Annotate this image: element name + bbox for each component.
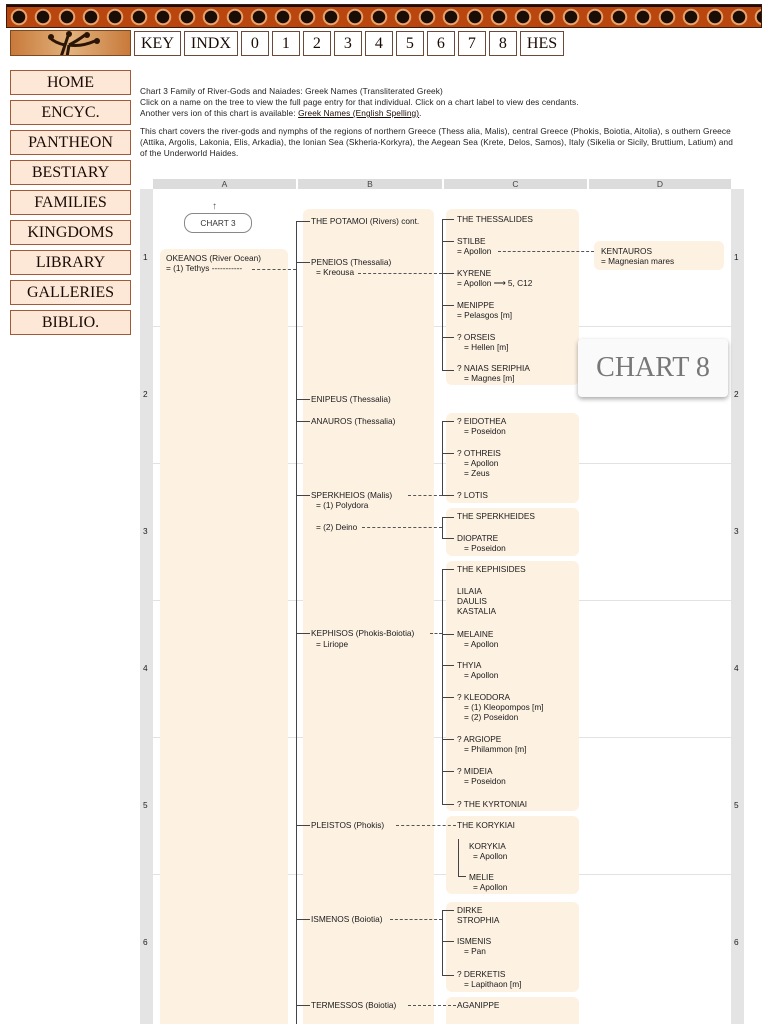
connector-line xyxy=(408,1005,456,1006)
connector-line xyxy=(296,262,310,263)
potamoi-heading: THE POTAMOI (Rivers) cont. xyxy=(311,216,420,226)
connector-line xyxy=(442,910,454,911)
bracket-line xyxy=(458,839,459,877)
okeanos-entry[interactable]: OKEANOS (River Ocean) xyxy=(166,253,261,263)
peneios-spouse: = Kreousa xyxy=(316,267,355,277)
bracket-line xyxy=(442,910,443,976)
row-label-4: 4 xyxy=(143,663,148,673)
eidothea-entry[interactable]: ? EIDOTHEA xyxy=(457,416,507,426)
connector-line xyxy=(442,941,454,942)
ismenis-spouse: = Pan xyxy=(464,946,486,956)
bracket-line xyxy=(442,569,443,805)
lilaia-entry[interactable]: LILAIA xyxy=(457,586,482,596)
othreis-spouse-2: = Zeus xyxy=(464,468,490,478)
kyrene-spouse: = Apollon ⟶ 5, C12 xyxy=(457,278,533,288)
panel-column-b xyxy=(303,209,434,1024)
intro-text xyxy=(140,86,740,159)
connector-line xyxy=(390,919,442,920)
kleodora-entry[interactable]: ? KLEODORA xyxy=(457,692,511,702)
peneios-entry[interactable]: PENEIOS (Thessalia) xyxy=(311,257,392,267)
sperkheios-spouse-1: = (1) Polydora xyxy=(316,500,369,510)
melaine-entry[interactable]: MELAINE xyxy=(457,629,494,639)
nav-chart-7-button[interactable]: 7 xyxy=(458,31,486,56)
stilbe-spouse: = Apollon xyxy=(457,246,492,256)
connector-line xyxy=(396,825,456,826)
argiope-spouse: = Philammon [m] xyxy=(464,744,527,754)
dirke-entry[interactable]: DIRKE xyxy=(457,905,483,915)
connector-line xyxy=(442,421,454,422)
menippe-entry[interactable]: MENIPPE xyxy=(457,300,495,310)
instructions-text: Click on a name on the tree to view the full page entry for that individual. Click on a chart label to view des cendants. xyxy=(140,97,579,107)
daulis-entry[interactable]: DAULIS xyxy=(457,596,487,606)
kastalia-entry[interactable]: KASTALIA xyxy=(457,606,497,616)
site-logo[interactable] xyxy=(10,30,131,56)
ismenis-entry[interactable]: ISMENIS xyxy=(457,936,492,946)
anauros-entry[interactable]: ANAUROS (Thessalia) xyxy=(311,416,396,426)
connector-line xyxy=(442,771,454,772)
connector-line xyxy=(458,876,466,877)
column-header-a: A xyxy=(153,179,296,189)
termessos-entry[interactable]: TERMESSOS (Boiotia) xyxy=(311,1000,397,1010)
connector-line xyxy=(362,527,442,528)
connector-line xyxy=(442,538,454,539)
connector-line xyxy=(442,337,454,338)
connector-line xyxy=(296,1005,310,1006)
connector-line xyxy=(442,453,454,454)
connector-line xyxy=(442,697,454,698)
thessalides-entry[interactable]: THE THESSALIDES xyxy=(457,214,533,224)
melie-spouse: = Apollon xyxy=(473,882,508,892)
alternate-version-text: Another vers ion of this chart is available: Greek Names (English Spelling). xyxy=(140,108,422,118)
connector-line xyxy=(442,804,454,805)
connector-line xyxy=(430,633,442,634)
enipeus-entry[interactable]: ENIPEUS (Thessalia) xyxy=(311,394,391,404)
row-label-1-right: 1 xyxy=(734,252,739,262)
connector-line xyxy=(358,273,442,274)
melaine-spouse: = Apollon xyxy=(464,639,499,649)
connector-line xyxy=(296,421,310,422)
panel-column-a xyxy=(160,249,288,1024)
connector-line xyxy=(408,495,442,496)
connector-line xyxy=(442,517,454,518)
ismenos-entry[interactable]: ISMENOS (Boiotia) xyxy=(311,914,383,924)
column-header-c: C xyxy=(444,179,587,189)
row-label-3-right: 3 xyxy=(734,526,739,536)
side-nav-families[interactable]: FAMILIES xyxy=(10,190,131,215)
connector-line xyxy=(296,919,310,920)
othreis-spouse-1: = Apollon xyxy=(464,458,499,468)
decorative-meander-band xyxy=(6,4,762,28)
nav-key-button[interactable]: KEY xyxy=(134,31,181,56)
connector-line xyxy=(296,399,310,400)
kyrene-entry[interactable]: KYRENE xyxy=(457,268,492,278)
korykia-spouse: = Apollon xyxy=(473,851,508,861)
kephisos-spouse: = Liriope xyxy=(316,639,349,649)
othreis-entry[interactable]: ? OTHREIS xyxy=(457,448,501,458)
korykiai-entry[interactable]: THE KORYKIAI xyxy=(457,820,515,830)
nav-chart-8-button[interactable]: 8 xyxy=(489,31,517,56)
connector-line xyxy=(252,269,296,270)
kyrtoniai-entry[interactable]: ? THE KYRTONIAI xyxy=(457,799,528,809)
row-label-5: 5 xyxy=(143,800,148,810)
nav-index-button[interactable]: INDX xyxy=(184,31,238,56)
bracket-line xyxy=(442,517,443,539)
connector-line xyxy=(442,305,454,306)
bracket-line xyxy=(442,421,443,496)
chart-title: Chart 3 Family of River-Gods and Naiades: Greek Names (Transliterated Greek) xyxy=(140,86,443,96)
row-label-2: 2 xyxy=(143,389,148,399)
sperkheios-entry[interactable]: SPERKHEIOS (Malis) xyxy=(311,490,393,500)
pleistos-entry[interactable]: PLEISTOS (Phokis) xyxy=(311,820,385,830)
row-label-2-right: 2 xyxy=(734,389,739,399)
korykia-entry[interactable]: KORYKIA xyxy=(469,841,506,851)
derketis-spouse: = Lapithaon [m] xyxy=(464,979,522,989)
okeanos-spouse: = (1) Tethys ----------- xyxy=(166,263,243,273)
row-label-1: 1 xyxy=(143,252,148,262)
chart-3-label[interactable]: CHART 3 xyxy=(184,213,252,233)
side-nav-kingdoms[interactable]: KINGDOMS xyxy=(10,220,131,245)
side-nav-home[interactable]: HOME xyxy=(10,70,131,95)
derketis-entry[interactable]: ? DERKETIS xyxy=(457,969,506,979)
row-header-strip-left xyxy=(140,189,153,1024)
diopatre-entry[interactable]: DIOPATRE xyxy=(457,533,499,543)
row-label-3: 3 xyxy=(143,526,148,536)
naias-seriphia-spouse: = Magnes [m] xyxy=(464,373,515,383)
column-header-d: D xyxy=(589,179,731,189)
mideia-entry[interactable]: ? MIDEIA xyxy=(457,766,493,776)
kentauros-entry[interactable]: KENTAUROS xyxy=(601,246,653,256)
lotis-entry[interactable]: ? LOTIS xyxy=(457,490,488,500)
side-nav-bestiary[interactable]: BESTIARY xyxy=(10,160,131,185)
menippe-spouse: = Pelasgos [m] xyxy=(457,310,513,320)
row-label-6: 6 xyxy=(143,937,148,947)
connector-line xyxy=(442,634,454,635)
connector-line xyxy=(296,495,310,496)
aganippe-entry[interactable]: AGANIPPE xyxy=(457,1000,500,1010)
side-navigation xyxy=(10,70,131,340)
top-navigation xyxy=(134,31,564,56)
nav-chart-3-button[interactable]: 3 xyxy=(334,31,362,56)
side-nav-pantheon[interactable]: PANTHEON xyxy=(10,130,131,155)
sperkheides-entry[interactable]: THE SPERKHEIDES xyxy=(457,511,535,521)
chart-8-label[interactable]: CHART 8 xyxy=(578,339,728,397)
melie-entry[interactable]: MELIE xyxy=(469,872,494,882)
kleodora-spouse-2: = (2) Poseidon xyxy=(464,712,519,722)
connector-line xyxy=(442,495,454,496)
side-nav-encyclopedia[interactable]: ENCYC. xyxy=(10,100,131,125)
connector-line xyxy=(442,975,454,976)
connector-line xyxy=(498,251,594,252)
eidothea-spouse: = Poseidon xyxy=(464,426,506,436)
nav-chart-5-button[interactable]: 5 xyxy=(396,31,424,56)
kleodora-spouse-1: = (1) Kleopompos [m] xyxy=(464,702,544,712)
connector-line xyxy=(296,825,310,826)
nav-chart-0-button[interactable]: 0 xyxy=(241,31,269,56)
up-arrow-icon: ↑ xyxy=(212,201,217,212)
connector-line xyxy=(296,633,310,634)
thyia-spouse: = Apollon xyxy=(464,670,499,680)
side-nav-bibliography[interactable]: BIBLIO. xyxy=(10,310,131,335)
diopatre-spouse: = Poseidon xyxy=(464,543,506,553)
side-nav-galleries[interactable]: GALLERIES xyxy=(10,280,131,305)
row-label-4-right: 4 xyxy=(734,663,739,673)
connector-line xyxy=(442,370,454,371)
connector-line xyxy=(442,219,454,220)
nav-chart-2-button[interactable]: 2 xyxy=(303,31,331,56)
chart-coverage-text: This chart covers the river-gods and nymphs of the regions of northern Greece (Thess alia, Malis), central Greece (Phokis, Boiotia, Aitolia), s outhern Greece (Attika, Argolis, Lakonia, Elis, Arkadia), the Ionian Sea (Skheria-Korkyra), the Aegean Sea (Krete, Delos, Samos), Italy (Sikelia or Sicily, Bruttium, Latium) and of the Underworld Haides. xyxy=(140,126,733,158)
mideia-spouse: = Poseidon xyxy=(464,776,506,786)
argiope-entry[interactable]: ? ARGIOPE xyxy=(457,734,502,744)
connector-line xyxy=(442,569,454,570)
nav-chart-4-button[interactable]: 4 xyxy=(365,31,393,56)
row-label-5-right: 5 xyxy=(734,800,739,810)
sperkheios-spouse-2: = (2) Deino xyxy=(316,522,358,532)
family-tree-chart xyxy=(140,179,744,1024)
kephisos-entry[interactable]: KEPHISOS (Phokis-Boiotia) xyxy=(311,628,415,638)
column-header-b: B xyxy=(298,179,442,189)
connector-line xyxy=(442,273,454,274)
orseis-spouse: = Hellen [m] xyxy=(464,342,509,352)
nav-chart-1-button[interactable]: 1 xyxy=(272,31,300,56)
thyia-entry[interactable]: THYIA xyxy=(457,660,482,670)
naias-seriphia-entry[interactable]: ? NAIAS SERIPHIA xyxy=(457,363,530,373)
connector-line xyxy=(442,739,454,740)
connector-line xyxy=(442,665,454,666)
side-nav-library[interactable]: LIBRARY xyxy=(10,250,131,275)
strophia-entry[interactable]: STROPHIA xyxy=(457,915,500,925)
kentauros-spouse: = Magnesian mares xyxy=(601,256,675,266)
trunk-line-b xyxy=(296,221,297,1024)
nav-chart-6-button[interactable]: 6 xyxy=(427,31,455,56)
orseis-entry[interactable]: ? ORSEIS xyxy=(457,332,496,342)
nav-hes-button[interactable]: HES xyxy=(520,31,564,56)
row-label-6-right: 6 xyxy=(734,937,739,947)
connector-line xyxy=(442,241,454,242)
connector-line xyxy=(296,221,310,222)
kephisides-entry[interactable]: THE KEPHISIDES xyxy=(457,564,526,574)
stilbe-entry[interactable]: STILBE xyxy=(457,236,486,246)
english-spelling-link[interactable]: Greek Names (English Spelling) xyxy=(298,108,420,118)
row-header-strip-right xyxy=(731,189,744,1024)
